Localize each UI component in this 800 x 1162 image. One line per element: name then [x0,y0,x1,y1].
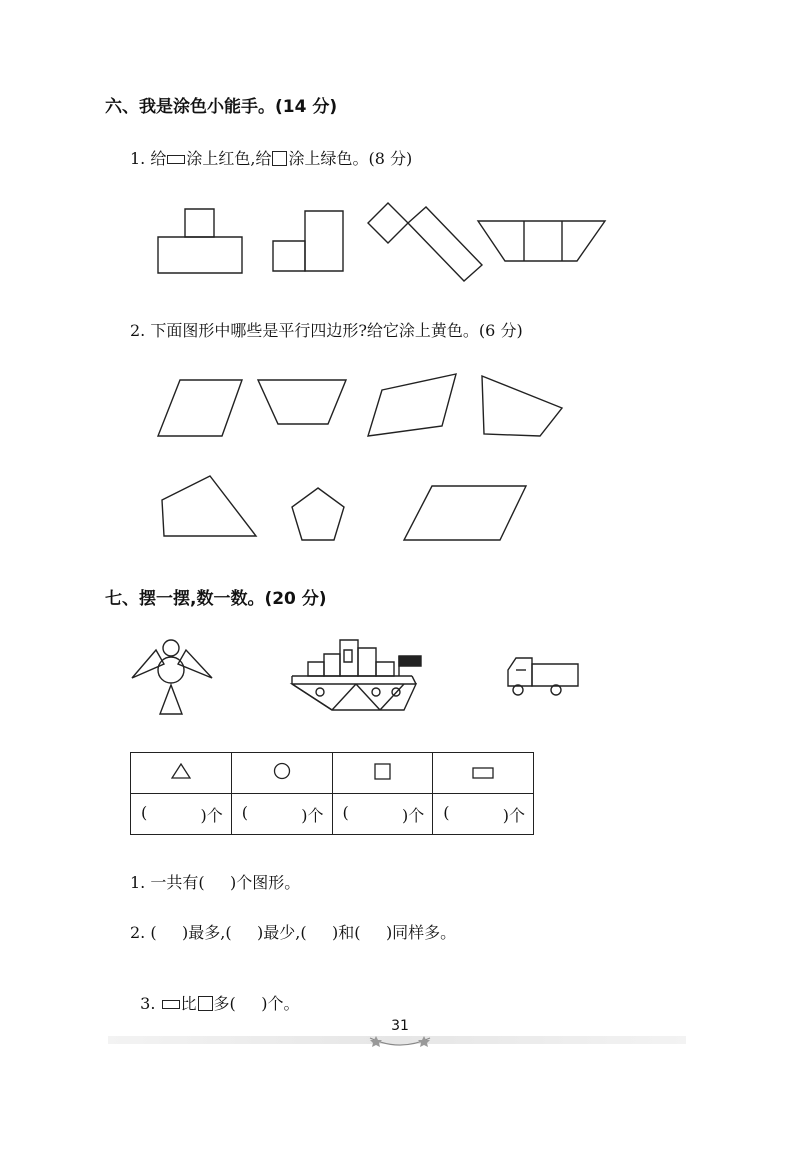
triangle-icon [171,763,191,779]
question-7-3-mid: 比 [180,994,197,1013]
table-answer-row [131,794,534,835]
answer-cell-square[interactable] [332,794,433,835]
header-circle [231,753,332,794]
cell-open-paren: ( [342,802,349,822]
question-6-1-mid: 涂上红色,给 [186,149,272,168]
circle-icon [273,762,291,780]
question-7-3 [130,972,299,1014]
question-7-3-suffix: 多( )个。 [213,994,300,1013]
cell-open-paren: ( [443,802,450,822]
quadrilaterals-row-2 [150,470,580,550]
question-6-1-suffix: 涂上绿色。(8 分) [288,149,413,168]
question-6-2: 2. 下面图形中哪些是平行四边形?给它涂上黄色。(6 分) [130,321,523,340]
question-7-1: 1. 一共有( )个图形。 [130,873,301,892]
figure-rect-with-square[interactable] [158,209,242,273]
header-rectangle [433,753,534,794]
figure-split-trapezoid[interactable] [478,221,605,261]
square-icon [272,151,287,166]
figure-ship [292,640,421,710]
question-6-1-prefix: 1. 给 [130,149,167,168]
cell-close-unit: )个 [301,805,324,825]
question-6-1 [130,146,412,169]
answer-cell-circle[interactable] [231,794,332,835]
header-triangle [131,753,232,794]
figure-square-and-tall-rect[interactable] [273,211,343,271]
question-7-3-prefix: 3. [140,994,161,1013]
shape-parallelogram-2[interactable] [404,486,526,540]
header-square [332,753,433,794]
section-six-title: 六、我是涂色小能手。(14 分) [105,97,338,117]
shape-irregular-polygon[interactable] [162,476,256,536]
rectangle-icon [167,155,185,164]
quadrilaterals-row-1 [150,368,580,448]
cell-close-unit: )个 [402,805,425,825]
shape-pentagon[interactable] [292,488,344,540]
page-number: 31 [391,1018,409,1034]
coloring-figures-row [150,195,620,285]
shape-count-table [130,752,534,835]
question-7-2: 2. ( )最多,( )最少,( )和( )同样多。 [130,923,457,942]
cell-open-paren: ( [241,802,248,822]
answer-cell-rectangle[interactable] [433,794,534,835]
section-seven-title: 七、摆一摆,数一数。(20 分) [105,589,327,609]
cell-close-unit: )个 [200,805,223,825]
composed-figures-row [120,628,590,728]
rectangle-icon [472,767,494,779]
figure-rotated-square-and-rect[interactable] [368,203,482,281]
cell-open-paren: ( [141,802,148,822]
shape-kite-quad[interactable] [482,376,562,436]
shape-parallelogram-1[interactable] [158,380,242,436]
shape-trapezoid[interactable] [258,380,346,424]
cell-close-unit: )个 [502,805,525,825]
square-icon [198,996,213,1011]
table-header-row [131,753,534,794]
answer-cell-triangle[interactable] [131,794,232,835]
figure-truck [508,658,578,695]
shape-irregular-quad[interactable] [368,374,456,436]
figure-angel [132,640,212,714]
rectangle-icon [162,1000,180,1009]
square-icon [374,763,391,780]
